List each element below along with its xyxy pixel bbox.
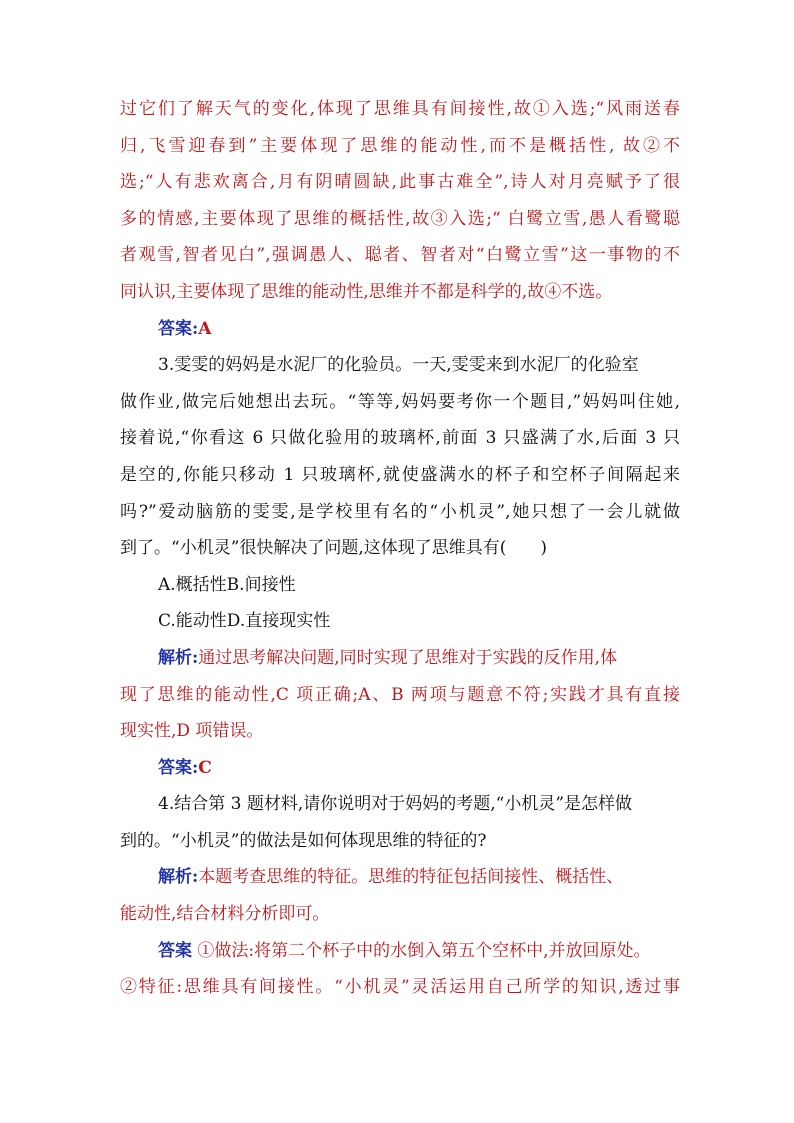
analysis-line	[120, 640, 680, 677]
option-line: A.概括性B.间接性	[158, 574, 296, 595]
explanation-line: 同认识,主要体现了思维的能动性,思维并不都是科学的,故④不选。	[120, 281, 613, 302]
answer-label: 答案:	[158, 318, 199, 339]
question-line: 吗?”爱动脑筋的雯雯,是学校里有名的“小机灵”,她只想了一会儿就做	[120, 501, 680, 522]
question-line: 接着说,“你看这 6 只做化验用的玻璃杯,前面 3 只盛满了水,后面 3 只	[120, 428, 680, 449]
answer-value: A	[198, 318, 212, 339]
analysis-text: 本题考查思维的特征。思维的特征包括间接性、概括性、	[198, 867, 624, 888]
answer-text: ①做法:将第二个杯子中的水倒入第五个空杯中,并放回原处。	[192, 940, 651, 961]
answer-label: 答案:	[158, 757, 199, 778]
explanation-line: 选;“人有悲欢离合,月有阴晴圆缺,此事古难全”,诗人对月亮赋予了很	[120, 172, 680, 193]
answer-value: C	[198, 757, 212, 778]
analysis-line: 能动性,结合材料分析即可。	[120, 904, 330, 925]
document-page	[120, 91, 680, 1006]
answer-4	[120, 933, 680, 1006]
analysis-4	[120, 859, 680, 932]
answer-3	[120, 750, 680, 787]
answer-label: 答案	[158, 940, 192, 961]
question-line: 到的。“小机灵”的做法是如何体现思维的特征的?	[120, 830, 487, 851]
answer-line: ②特征:思维具有间接性。“小机灵”灵活运用自己所学的知识,透过事	[120, 977, 680, 998]
analysis-3	[120, 640, 680, 750]
question-line: 是空的,你能只移动 1 只玻璃杯,就使盛满水的杯子和空杯子间隔起来	[120, 464, 680, 485]
question-3	[120, 347, 680, 640]
question-4	[120, 786, 680, 859]
question-line: 3.雯雯的妈妈是水泥厂的化验员。一天,雯雯来到水泥厂的化验室	[158, 355, 639, 376]
explanation-line: 归,飞雪迎春到”主要体现了思维的能动性,而不是概括性, 故②不	[120, 135, 680, 156]
question-line: 做作业,做完后她想出去玩。“等等,妈妈要考你一个题目,”妈妈叫住她,	[120, 391, 680, 412]
analysis-line	[120, 859, 680, 896]
question-line: 4.结合第 3 题材料,请你说明对于妈妈的考题,“小机灵”是怎样做	[158, 794, 633, 815]
answer-line	[120, 933, 680, 970]
explanation-line: 多的情感,主要体现了思维的概括性,故③入选;“ 白鹭立雪,愚人看鹭聪	[120, 208, 680, 229]
explanation-line: 者观雪,智者见白”,强调愚人、聪者、智者对“白鹭立雪”这一事物的不	[120, 245, 680, 266]
explanation-line: 过它们了解天气的变化,体现了思维具有间接性,故①入选;“风雨送春	[120, 99, 680, 119]
analysis-label: 解析:	[158, 867, 199, 888]
analysis-text: 通过思考解决问题,同时实现了思维对于实践的反作用,体	[198, 647, 618, 668]
analysis-label: 解析:	[158, 647, 199, 668]
option-line: C.能动性D.直接现实性	[158, 611, 331, 632]
question-line: 到了。“小机灵”很快解决了问题,这体现了思维具有( )	[120, 538, 548, 559]
explanation-continuation	[120, 91, 680, 311]
answer-2	[120, 311, 680, 348]
analysis-line: 现了思维的能动性,C 项正确;A、B 两项与题意不符;实践才具有直接	[120, 684, 680, 705]
analysis-line: 现实性,D 项错误。	[120, 721, 264, 742]
